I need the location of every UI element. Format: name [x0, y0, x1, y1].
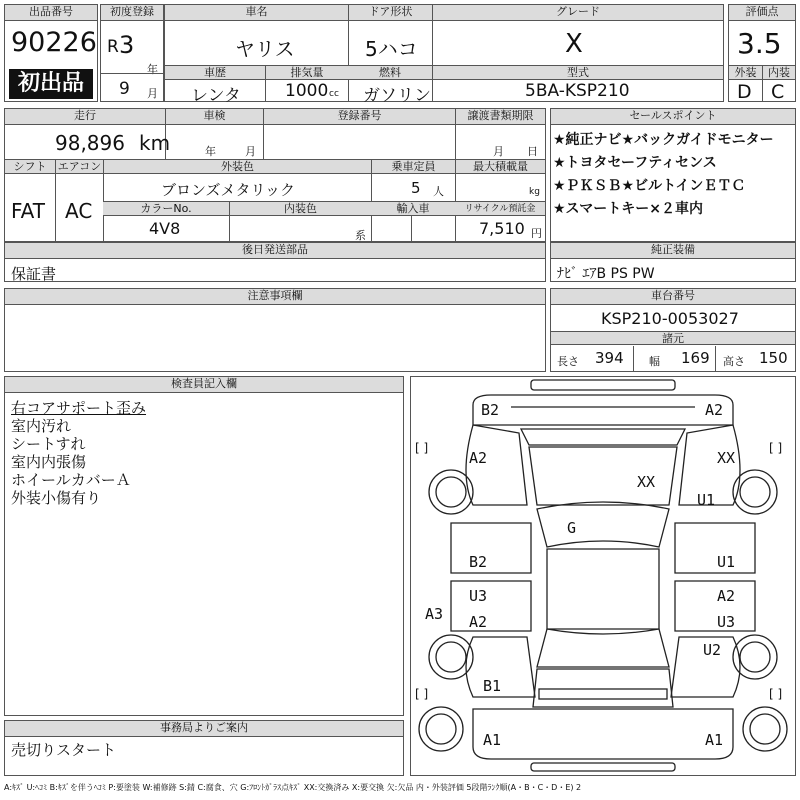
transfer-day-unit: 日: [527, 145, 538, 158]
capacity-label: 乗車定員: [371, 160, 455, 174]
sales-point-line: ★純正ナビ★バックガイドモニター: [553, 132, 774, 148]
recycle-unit: 円: [531, 227, 542, 240]
color-no-label: カラーNo.: [103, 202, 229, 216]
damage-mark: A2: [717, 587, 736, 605]
damage-mark: B1: [483, 677, 502, 695]
month-unit: 月: [147, 87, 158, 100]
equipment-box: [550, 242, 796, 282]
displacement: 1000: [285, 81, 329, 101]
damage-mark: U3: [717, 613, 736, 631]
inspection-label: 車検: [165, 109, 263, 125]
exterior-grade: D: [737, 81, 752, 103]
color-number: 4V8: [149, 219, 181, 238]
length: 394: [595, 349, 624, 367]
mileage-unit: km: [139, 131, 171, 155]
sales-point-line: ★トヨタセーフティセンス: [553, 155, 717, 171]
vehicle-history: レンタ: [191, 86, 241, 106]
equipment-label: 純正装備: [551, 243, 795, 259]
inspection-month-unit: 月: [245, 145, 256, 158]
equipment-value: ﾅﾋﾞ ｴｱB PS PW: [557, 266, 655, 282]
lot-number: 90226: [11, 27, 97, 58]
car-outline: [411, 377, 795, 775]
damage-mark: U3: [469, 587, 488, 605]
ext-color-label: 外装色: [103, 160, 371, 174]
office-box: [4, 720, 404, 776]
damage-mark: U2: [703, 641, 722, 659]
first-listing-badge: 初出品: [9, 69, 93, 99]
width-label: 幅: [649, 355, 660, 368]
reg-number-label: 登録番号: [263, 109, 455, 125]
transfer-month-unit: 月: [493, 145, 504, 158]
displacement-label: 排気量: [265, 66, 348, 80]
fuel-label: 燃料: [348, 66, 432, 80]
length-label: 長さ: [557, 355, 579, 368]
vehicle-info-box: [4, 108, 546, 242]
era-letter: R: [107, 37, 119, 57]
bracket-marker: [ ]: [415, 687, 429, 701]
year-unit: 年: [147, 63, 158, 76]
inspection-year-unit: 年: [205, 145, 216, 158]
registration-year: 3: [119, 31, 135, 59]
int-color-unit: 系: [355, 229, 366, 242]
shift-label: シフト: [5, 160, 55, 174]
model-code: 5BA-KSP210: [525, 81, 630, 101]
chassis-number: KSP210-0053027: [601, 309, 739, 328]
damage-mark: B2: [469, 553, 488, 571]
damage-mark: A2: [705, 401, 724, 419]
damage-mark: A1: [483, 731, 502, 749]
sales-points-label: セールスポイント: [551, 109, 795, 125]
chassis-box: [550, 288, 796, 372]
overall-score: 3.5: [737, 27, 782, 60]
notes-box: [4, 288, 546, 372]
damage-mark: B2: [481, 401, 500, 419]
sales-points-box: [550, 108, 796, 242]
sales-point-line: ★ＰＫＳＢ★ビルトインＥＴＣ: [553, 178, 746, 194]
office-label: 事務局よりご案内: [5, 721, 403, 737]
sales-point-line: ★スマートキー×２車内: [553, 201, 704, 217]
model-label: 型式: [432, 66, 723, 80]
recycle-label: リサイクル預託金: [455, 202, 545, 216]
score-label: 評価点: [729, 5, 795, 21]
grade-label: グレード: [432, 5, 723, 21]
grade: X: [565, 29, 583, 59]
registration-month: 9: [119, 79, 130, 99]
max-load-label: 最大積載量: [455, 160, 545, 174]
displacement-unit: cc: [329, 89, 339, 99]
mileage: 98,896: [55, 131, 125, 155]
damage-mark: XX: [717, 449, 736, 467]
damage-mark: XX: [637, 473, 656, 491]
damage-mark: A1: [705, 731, 724, 749]
car-diagram: [410, 376, 796, 776]
capacity: 5: [411, 179, 421, 197]
inspector-note: ホイールカバーＡ: [11, 471, 131, 489]
exterior-label: 外装: [729, 66, 762, 80]
ac-label: エアコン: [55, 160, 103, 174]
later-parts-value: 保証書: [11, 265, 57, 283]
inspector-note: 室内内張傷: [11, 453, 87, 471]
capacity-unit: 人: [433, 185, 444, 198]
damage-mark: U1: [697, 491, 716, 509]
first-registration-label: 初度登録: [101, 5, 163, 21]
notes-label: 注意事項欄: [5, 289, 545, 305]
bracket-marker: [ ]: [415, 441, 429, 455]
office-note: 売切りスタート: [11, 741, 117, 759]
interior-grade: C: [771, 81, 785, 103]
first-registration-box: [100, 4, 164, 102]
inspector-note: 右コアサポート歪み: [11, 399, 147, 417]
later-parts-box: [4, 242, 546, 282]
fuel-type: ガソリン: [363, 86, 431, 106]
inspector-box: [4, 376, 404, 716]
inspector-label: 検査員記入欄: [5, 377, 403, 393]
inspector-note: シートすれ: [11, 435, 86, 453]
lot-number-box: [4, 4, 98, 102]
exterior-color: ブロンズメタリック: [161, 181, 295, 199]
damage-mark: A2: [469, 613, 488, 631]
height: 150: [759, 349, 788, 367]
door-label: ドア形状: [348, 5, 432, 21]
door-type: 5ハコ: [365, 37, 418, 61]
width: 169: [681, 349, 710, 367]
damage-mark: G: [567, 519, 577, 537]
recycle-fee: 7,510: [479, 219, 525, 238]
lot-number-label: 出品番号: [5, 5, 97, 21]
max-load-unit: kg: [529, 187, 540, 197]
import-label: 輸入車: [371, 202, 455, 216]
history-label: 車歴: [165, 66, 265, 80]
inspector-note: 室内汚れ: [11, 417, 72, 435]
damage-mark: U1: [717, 553, 736, 571]
mileage-label: 走行: [5, 109, 165, 125]
car-info-box: [164, 4, 724, 106]
legend-text: A:ｷｽﾞ U:ﾍｺﾐ B:ｷｽﾞを伴うﾍｺﾐ P:要塗装 W:補修跡 S:錆 C:腐食、穴 G:ﾌﾛﾝﾄｶﾞﾗｽ点ｷｽﾞ XX:交換済み X:要交換 欠:欠品 内・外装評価 5段階ﾗﾝｸ順(A・B・C・D・E) 2: [4, 783, 582, 792]
bracket-marker: [ ]: [769, 687, 783, 701]
score-box: [728, 4, 796, 102]
transfer-deadline-label: 譲渡書類期限: [455, 109, 545, 125]
later-parts-label: 後日発送部品: [5, 243, 545, 259]
spec-label: 諸元: [551, 331, 795, 345]
interior-label: 内装: [762, 66, 795, 80]
height-label: 高さ: [723, 355, 745, 368]
chassis-label: 車台番号: [551, 289, 795, 305]
damage-mark: A2: [469, 449, 488, 467]
damage-mark: A3: [425, 605, 444, 623]
inspector-note: 外装小傷有り: [11, 489, 102, 507]
shift-type: FAT: [11, 199, 46, 223]
int-color-label: 内装色: [229, 202, 371, 216]
bracket-marker: [ ]: [769, 441, 783, 455]
ac-type: AC: [65, 199, 93, 223]
car-name-label: 車名: [165, 5, 348, 21]
car-name: ヤリス: [235, 37, 295, 61]
